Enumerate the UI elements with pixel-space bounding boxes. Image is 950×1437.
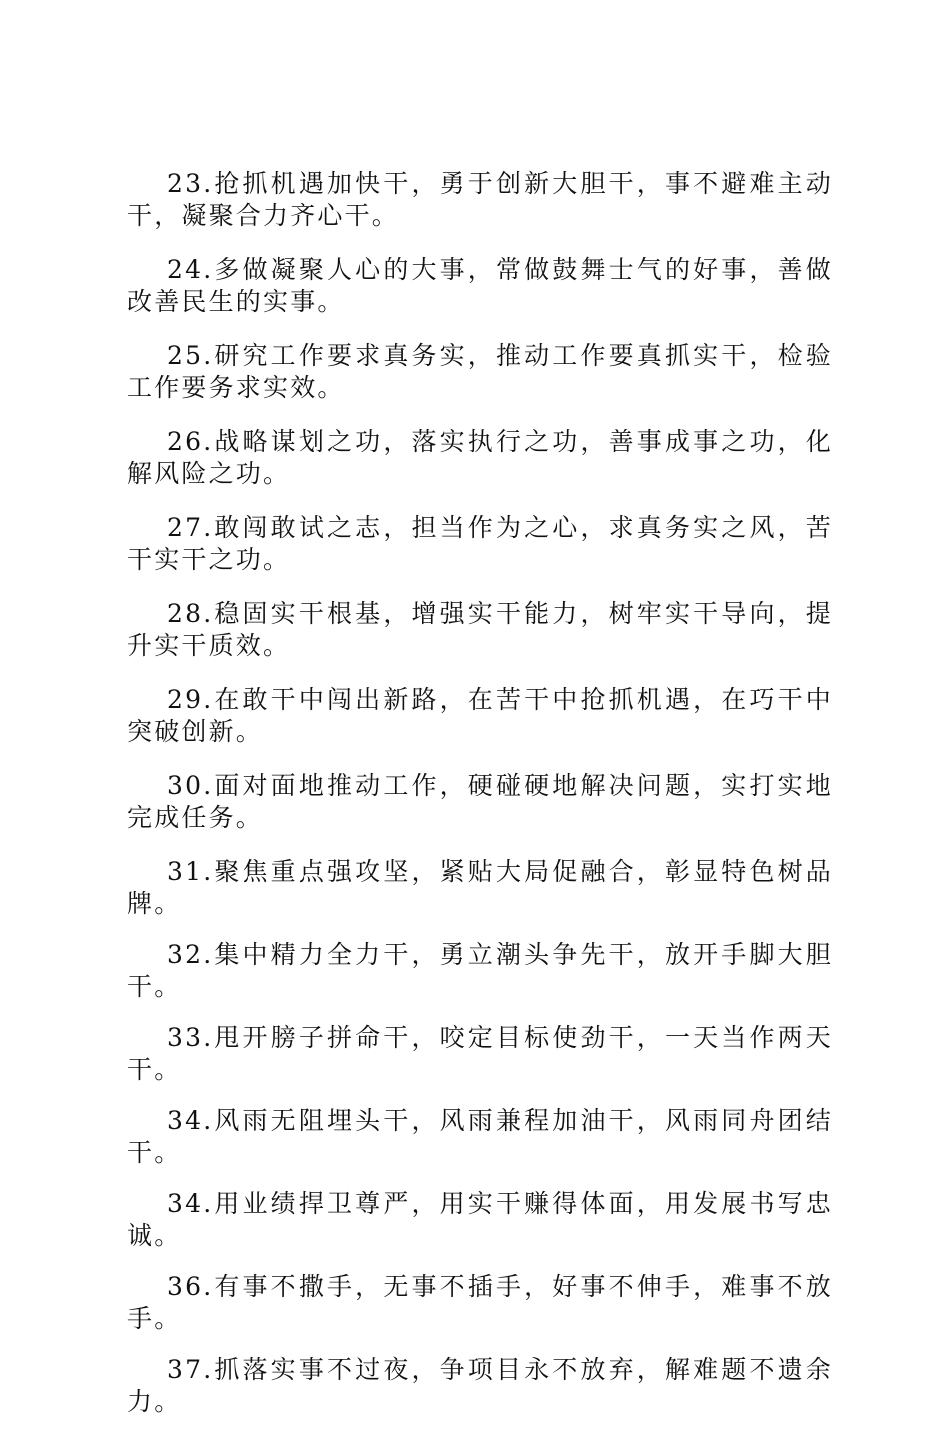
paragraph-item-36: 36.有事不撒手，无事不插手，好事不伸手，难事不放手。 xyxy=(127,1272,833,1333)
paragraph-item-30: 30.面对面地推动工作，硬碰硬地解决问题，实打实地完成任务。 xyxy=(127,771,833,832)
paragraph-item-33: 33.甩开膀子拼命干，咬定目标使劲干，一天当作两天干。 xyxy=(127,1023,833,1084)
paragraph-item-23: 23.抢抓机遇加快干，勇于创新大胆干，事不避难主动干，凝聚合力齐心干。 xyxy=(127,169,833,230)
paragraph-item-31: 31.聚焦重点强攻坚，紧贴大局促融合，彰显特色树品牌。 xyxy=(127,857,833,918)
paragraph-item-27: 27.敢闯敢试之志，担当作为之心，求真务实之风，苦干实干之功。 xyxy=(127,513,833,574)
paragraph-item-25: 25.研究工作要求真务实，推动工作要真抓实干，检验工作要务求实效。 xyxy=(127,341,833,402)
paragraph-item-24: 24.多做凝聚人心的大事，常做鼓舞士气的好事，善做改善民生的实事。 xyxy=(127,255,833,316)
document-body xyxy=(127,168,833,1437)
paragraph-item-32: 32.集中精力全力干，勇立潮头争先干，放开手脚大胆干。 xyxy=(127,940,833,1001)
paragraph-item-34b: 34.用业绩捍卫尊严，用实干赚得体面，用发展书写忠诚。 xyxy=(127,1189,833,1250)
paragraph-item-37: 37.抓落实事不过夜，争项目永不放弃，解难题不遗余力。 xyxy=(127,1355,833,1416)
paragraph-item-28: 28.稳固实干根基，增强实干能力，树牢实干导向，提升实干质效。 xyxy=(127,599,833,660)
paragraph-item-34a: 34.风雨无阻埋头干，风雨兼程加油干，风雨同舟团结干。 xyxy=(127,1106,833,1167)
paragraph-item-29: 29.在敢干中闯出新路，在苦干中抢抓机遇，在巧干中突破创新。 xyxy=(127,685,833,746)
paragraph-item-26: 26.战略谋划之功，落实执行之功，善事成事之功，化解风险之功。 xyxy=(127,427,833,488)
